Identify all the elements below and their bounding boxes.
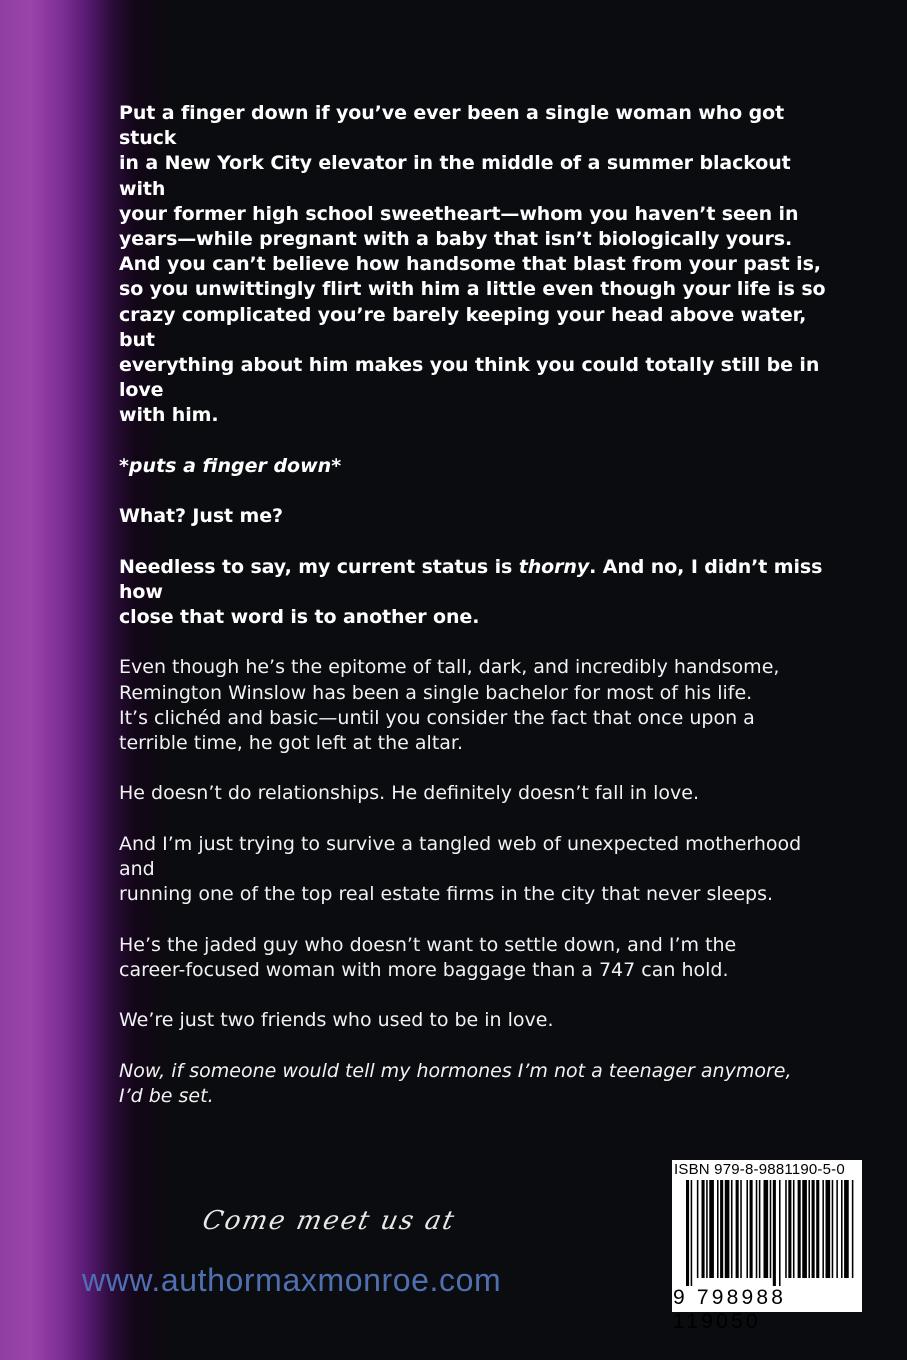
barcode-bar xyxy=(764,1180,769,1278)
barcode-bar xyxy=(785,1180,787,1278)
barcode-bar xyxy=(686,1180,689,1286)
barcode-bar xyxy=(746,1180,748,1278)
blurb-text xyxy=(119,101,839,1134)
barcode-bar xyxy=(822,1180,824,1278)
author-website: www.authormaxmonroe.com xyxy=(82,1262,502,1298)
signature-script: Come meet us at xyxy=(199,1206,459,1236)
barcode-bar xyxy=(798,1180,801,1278)
blurb-paragraph-9: We’re just two friends who used to be in love. xyxy=(119,1009,554,1032)
barcode-bar xyxy=(750,1180,753,1278)
barcode-number: 9 798988 119050 xyxy=(673,1286,787,1333)
barcode-bar xyxy=(691,1180,693,1286)
barcode-bar xyxy=(709,1180,714,1278)
barcode-bar xyxy=(697,1180,699,1278)
barcode-icon xyxy=(676,1180,860,1288)
barcode-bar xyxy=(702,1180,705,1278)
blurb-paragraph-4-end: . And no, I didn’t miss how close that word is to another one. xyxy=(119,555,823,629)
barcode-bar xyxy=(844,1180,849,1278)
barcode-bar xyxy=(759,1180,761,1278)
isbn-label: ISBN 979-8-9881190-5-0 xyxy=(674,1161,845,1178)
blurb-paragraph-1: Put a finger down if you’ve ever been a single woman who got stuck in a New York City elevator in the middle of a summer blackout with your former high school sweetheart—whom you haven’t seen in years—while pregnant with a baby that isn’t biologically yours. And you can’t believe how handsome that blast from your past is, so you unwittingly flirt with him a little even though your life is so crazy complicated you’re barely keeping your head above water, but everything about him makes you think you could totally still be in love with him. xyxy=(119,102,826,427)
barcode-bar xyxy=(852,1180,854,1278)
blurb-paragraph-5: Even though he’s the epitome of tall, dark, and incredibly handsome, Remington Winslow has been a single bachelor for most of his life. It’s clichéd and basic—until you consider the fact that once upon a terrible time, he got left at the altar. xyxy=(119,656,780,755)
barcode-bar xyxy=(802,1180,807,1278)
blurb-paragraph-3: What? Just me? xyxy=(119,505,283,528)
barcode-bar xyxy=(841,1180,843,1278)
barcode-bar xyxy=(770,1180,772,1278)
barcode-bar xyxy=(826,1180,831,1278)
barcode-bar xyxy=(816,1180,819,1278)
barcode-bar xyxy=(788,1180,791,1278)
barcode-bar xyxy=(736,1180,739,1278)
barcode-bar xyxy=(812,1180,815,1278)
blurb-paragraph-10: Now, if someone would tell my hormones I’m not a teenager anymore, I’d be set. xyxy=(119,1059,792,1107)
blurb-paragraph-6: He doesn’t do relationships. He definitely doesn’t fall in love. xyxy=(119,782,700,805)
barcode-bar xyxy=(706,1180,708,1278)
barcode-bar xyxy=(731,1180,733,1278)
barcode-bar xyxy=(779,1180,781,1286)
barcode-bar xyxy=(740,1180,742,1278)
blurb-paragraph-2: *puts a finger down* xyxy=(119,454,342,477)
blurb-paragraph-4 xyxy=(119,555,839,631)
barcode-bar xyxy=(808,1180,810,1278)
blurb-paragraph-4-start: Needless to say, my current status is xyxy=(119,555,519,578)
barcode-bar xyxy=(793,1180,795,1278)
blurb-paragraph-7: And I’m just trying to survive a tangled web of unexpected motherhood and running one of the top real estate firms in the city that never sleeps. xyxy=(119,832,802,906)
barcode-bar xyxy=(720,1180,723,1278)
barcode-bar xyxy=(717,1180,719,1278)
barcode-bar xyxy=(756,1180,758,1278)
barcode-bar xyxy=(773,1180,776,1286)
barcode-bar xyxy=(725,1180,730,1278)
blurb-paragraph-4-emphasis: thorny xyxy=(518,555,590,578)
blurb-paragraph-8: He’s the jaded guy who doesn’t want to settle down, and I’m the career-focused woman with more baggage than a 747 can hold. xyxy=(119,933,737,981)
barcode-bar xyxy=(832,1180,834,1278)
barcode-bar xyxy=(836,1180,838,1278)
